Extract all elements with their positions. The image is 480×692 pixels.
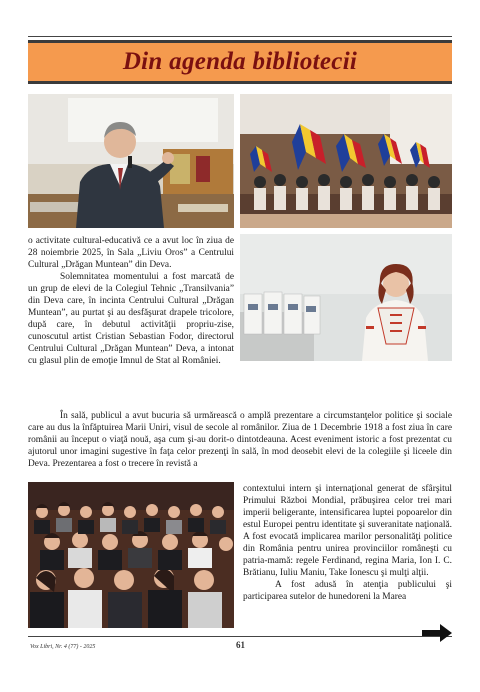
page-number: 61	[236, 640, 245, 650]
photo-speaker	[28, 94, 234, 228]
photo-audience	[28, 482, 234, 628]
paragraph: o activitate cultural-educativă ce a avut loc în ziua de 28 noiembrie 2025, în Sala „Liviu Oros” a Centrului Cultural „Drăgan Muntean” din Deva.	[28, 236, 234, 271]
paragraph: contextului intern şi internaţional generat de sfârşitul Primului Război Mondial, prăbuşirea celor trei mari imperii beligerante, intensificarea luptei popoarelor din estul Europei pentru identitate şi suveranitate naţională. A fost evocată implicarea marilor personalităţi politice din România pentru unirea provinciilor româneşti cu patria-mamă: regele Ferdinand, regina Maria, Ion I. C. Brătianu, Iuliu Maniu, Take Ionescu şi mulţi alţii.	[243, 484, 452, 579]
arrow-right-icon[interactable]	[422, 624, 452, 642]
photo-presenter	[240, 234, 452, 361]
paragraph: În sală, publicul a avut bucuria să urmărească o amplă prezentare a circumstanţelor politice şi sociale care au dus la înfăptuirea Marii Uniri, visul de secole al românilor. Ziua de 1 Decembrie 1918 a fost ziua în care românii au început o viaţă nouă, aşa cum şi-au dorit-o dintotdeauna. Acest eveniment istoric a fost prezentat cu ajutorul unor imagini sugestive în faţa celor prezenţi în sală, în mod deosebit elevi de la colegiile şi liceele din Deva. Prezentarea a fost o trecere în revistă a	[28, 411, 452, 470]
section-banner	[28, 40, 452, 84]
top-rule	[28, 36, 452, 37]
page-title: Din agenda bibliotecii	[122, 48, 358, 75]
article-col1	[28, 235, 234, 368]
article-fullwidth	[28, 410, 452, 470]
photo-flags	[240, 94, 452, 228]
footer-rule	[28, 636, 452, 637]
paragraph: A fost adusă în atenţia publicului şi participarea sutelor de hunedoreni la Marea	[243, 580, 452, 603]
journal-info: Vox Libri, Nr. 4 (77) - 2025	[30, 644, 96, 650]
article-col2	[243, 483, 452, 603]
paragraph: Solemnitatea momentului a fost marcată de un grup de elevi de la Colegiul Tehnic „Transilvania” din Deva care, în incinta Centrului Cultural „Drăgan Muntean”, au purtat şi au desfăşurat drapele tricolore, după care, în debutul activităţii propriu-zise, cunoscutul artist Cristian Sebastian Fodor, directorul Centrului Cultural „Drăgan Muntean” Deva, a intonat cu glasul plin de emoţie Imnul de Stat al României.	[28, 272, 234, 367]
